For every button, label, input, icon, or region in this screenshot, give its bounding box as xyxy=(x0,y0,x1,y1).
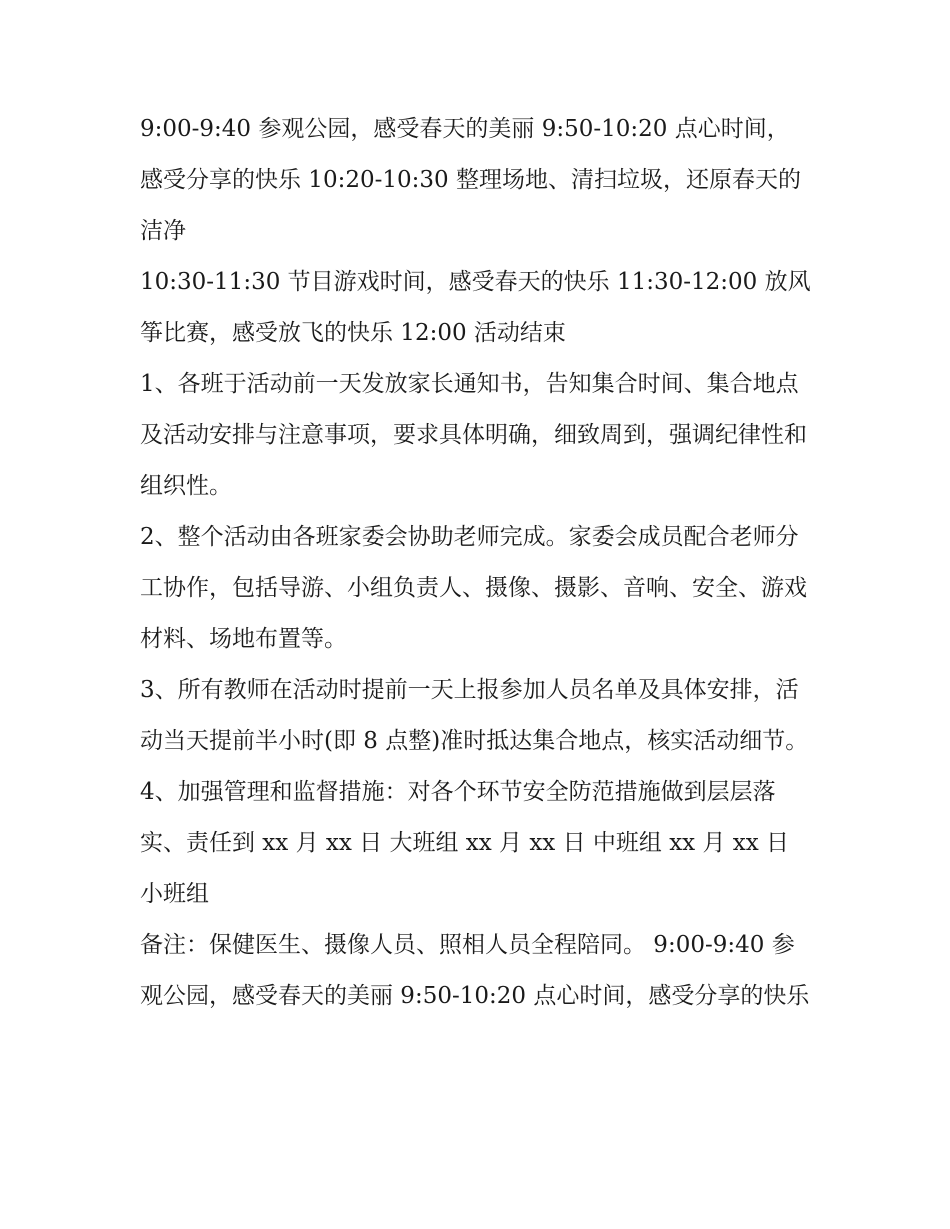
paragraph-item-3: 3、所有教师在活动时提前一天上报参加人员名单及具体安排，活动当天提前半小时(即 8 点整)准时抵达集合地点，核实活动细节。 xyxy=(140,677,809,754)
paragraph-note: 备注：保健医生、摄像人员、照相人员全程陪同。 9:00-9:40 参观公园，感受春天的美丽 9:50-10:20 点心时间，感受分享的快乐 xyxy=(140,932,810,1009)
document-body xyxy=(140,104,812,1022)
paragraph-schedule-noon: 10:30-11:30 节目游戏时间，感受春天的快乐 11:30-12:00 放风筝比赛，感受放飞的快乐 12:00 活动结束 xyxy=(140,269,811,346)
paragraph-item-2: 2、整个活动由各班家委会协助老师完成。家委会成员配合老师分工协作，包括导游、小组负责人、摄像、摄影、音响、安全、游戏材料、场地布置等。 xyxy=(140,524,807,652)
paragraph-item-4: 4、加强管理和监督措施：对各个环节安全防范措施做到层层落实、责任到 xx 月 xx 日 大班组 xx 月 xx 日 中班组 xx 月 xx 日 小班组 xyxy=(140,779,790,907)
paragraph-item-1: 1、各班于活动前一天发放家长通知书，告知集合时间、集合地点及活动安排与注意事项，要求具体明确，细致周到，强调纪律性和组织性。 xyxy=(140,371,807,499)
paragraph-schedule-morning: 9:00-9:40 参观公园，感受春天的美丽 9:50-10:20 点心时间，感受分享的快乐 10:20-10:30 整理场地、清扫垃圾，还原春天的洁净 xyxy=(140,116,801,244)
